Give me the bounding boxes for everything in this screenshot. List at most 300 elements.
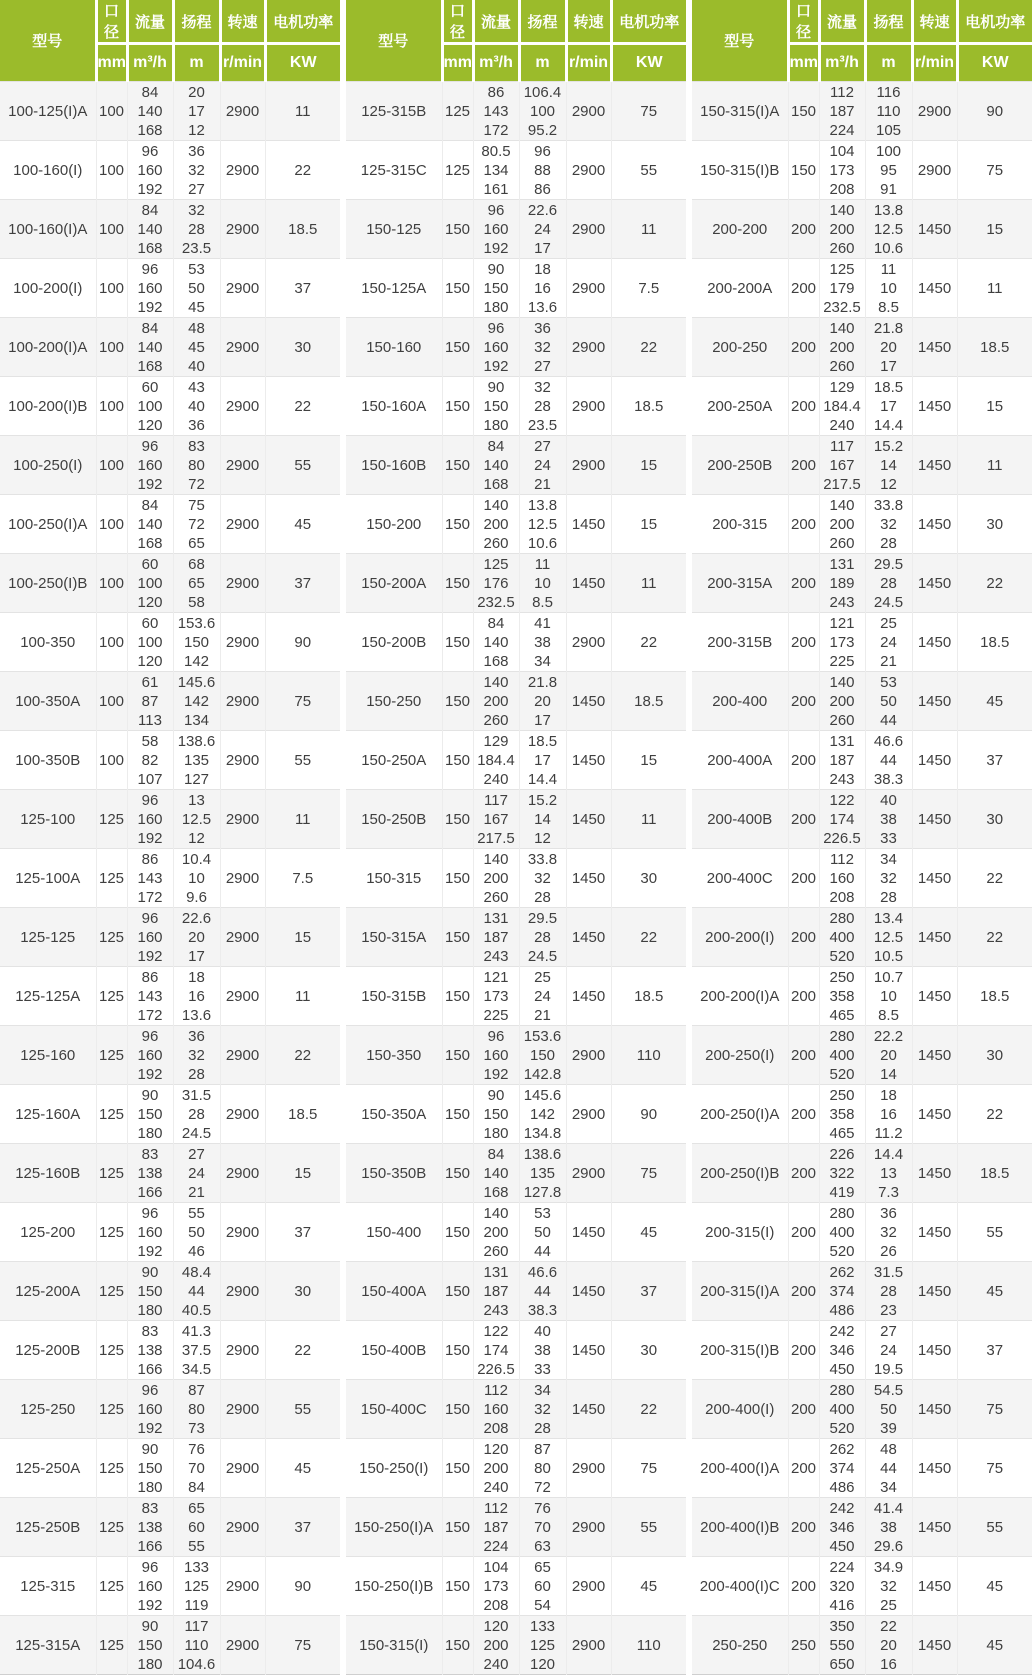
power-cell: 37 [957,1321,1032,1380]
flow-value: 138 [137,1341,163,1359]
flow-value: 168 [483,475,509,493]
head-value: 133 [529,1617,556,1635]
head-value: 36 [188,1027,205,1045]
flow-cell [819,318,865,377]
speed-cell: 2900 [220,1026,265,1085]
table-row [0,1321,340,1380]
table-row [346,1616,686,1675]
speed-cell: 1450 [566,849,611,908]
head-value: 34.9 [873,1558,904,1576]
power-cell: 37 [265,1498,340,1557]
head-value: 25 [880,614,897,632]
flow-value: 96 [141,1204,159,1222]
head-value: 150 [529,1046,556,1064]
head-cell [173,318,220,377]
head-value: 18.5 [873,378,904,396]
flow-value: 96 [487,201,505,219]
head-cell [173,731,220,790]
flow-value: 225 [829,652,855,670]
table-row [0,141,340,200]
flow-value: 112 [830,83,854,101]
model-cell: 200-250 [692,318,788,377]
flow-value: 184.4 [477,751,515,769]
speed-cell: 2900 [220,1616,265,1675]
flow-value: 96 [141,909,159,927]
flow-value: 192 [137,298,163,316]
flow-value: 140 [829,319,855,337]
flow-value: 58 [141,732,159,750]
flow-value: 84 [141,83,159,101]
table-row [692,495,1032,554]
bore-cell: 150 [442,1026,473,1085]
head-value: 80 [188,456,205,474]
flow-cell [473,849,519,908]
head-value: 65 [188,574,205,592]
speed-cell: 2900 [220,495,265,554]
flow-value: 200 [483,515,509,533]
flow-value: 346 [829,1518,855,1536]
flow-value: 174 [483,1341,509,1359]
bore-cell: 125 [96,1203,127,1262]
head-cell [519,1085,566,1144]
head-value: 133 [183,1558,210,1576]
head-value: 44 [880,1459,897,1477]
speed-cell: 1450 [566,790,611,849]
model-cell: 200-200A [692,259,788,318]
power-cell: 110 [611,1616,686,1675]
header-model-label: 型号 [346,0,442,82]
header-col-label: 流量 [473,0,519,44]
flow-value: 450 [829,1360,855,1378]
flow-cell [127,1203,173,1262]
flow-value: 104 [829,142,855,160]
speed-cell: 2900 [566,200,611,259]
header-unit-label: mm [96,44,127,82]
head-cell [519,1144,566,1203]
power-cell: 45 [265,495,340,554]
head-value: 12.5 [181,810,212,828]
speed-cell: 2900 [220,1144,265,1203]
flow-value: 224 [829,1558,855,1576]
flow-cell [127,1498,173,1557]
head-value: 46.6 [527,1263,558,1281]
bore-cell: 150 [442,1557,473,1616]
table-row [0,1144,340,1203]
head-cell [173,554,220,613]
flow-value: 60 [141,614,159,632]
flow-value: 84 [487,614,505,632]
head-value: 127 [183,770,210,788]
flow-value: 232.5 [477,593,515,611]
flow-cell [127,495,173,554]
flow-value: 260 [483,1242,509,1260]
model-cell: 125-250 [0,1380,96,1439]
flow-cell [473,495,519,554]
flow-value: 140 [483,673,509,691]
flow-value: 90 [141,1440,159,1458]
head-value: 36 [188,142,205,160]
speed-cell: 2900 [220,436,265,495]
head-cell [173,613,220,672]
head-cell [173,495,220,554]
head-value: 100 [529,102,556,120]
flow-value: 280 [829,1204,855,1222]
flow-value: 192 [137,947,163,965]
flow-value: 60 [141,378,159,396]
power-cell: 11 [265,790,340,849]
head-value: 17 [534,751,551,769]
flow-value: 200 [483,869,509,887]
head-value: 21.8 [527,673,558,691]
flow-value: 143 [137,869,163,887]
flow-cell [473,436,519,495]
head-value: 10 [534,574,551,592]
flow-value: 180 [137,1478,163,1496]
table-row [346,1321,686,1380]
table-row [0,1026,340,1085]
flow-value: 250 [829,968,855,986]
speed-cell: 2900 [220,790,265,849]
head-value: 120 [529,1655,556,1673]
table-row [692,259,1032,318]
head-value: 28 [534,888,551,906]
table-row [346,82,686,141]
flow-cell [819,1439,865,1498]
head-value: 17 [534,711,551,729]
power-cell: 110 [611,1026,686,1085]
header-unit-label: m³/h [473,44,519,82]
power-cell: 11 [611,790,686,849]
bore-cell: 150 [442,200,473,259]
head-value: 91 [880,180,897,198]
head-value: 50 [534,1223,551,1241]
head-value: 125 [529,1636,556,1654]
flow-value: 179 [829,279,855,297]
head-value: 33 [880,829,897,847]
head-cell [173,1026,220,1085]
flow-value: 112 [484,1499,508,1517]
flow-value: 400 [829,1223,855,1241]
head-value: 36 [880,1204,897,1222]
table-row [0,1085,340,1144]
flow-value: 140 [483,1204,509,1222]
head-value: 14.4 [873,1145,904,1163]
head-value: 16 [880,1105,897,1123]
head-value: 15.2 [873,437,904,455]
flow-cell [473,1262,519,1321]
bore-cell: 150 [442,1439,473,1498]
head-value: 125 [183,1577,210,1595]
head-value: 13.6 [181,1006,212,1024]
head-value: 48 [188,319,205,337]
bore-cell: 200 [788,1026,819,1085]
bore-cell: 100 [96,377,127,436]
flow-cell [473,1380,519,1439]
model-cell: 150-160A [346,377,442,436]
model-cell: 150-315(I)B [692,141,788,200]
head-value: 32 [534,1400,551,1418]
table-row [0,82,340,141]
head-cell [173,967,220,1026]
model-cell: 200-400(I) [692,1380,788,1439]
head-value: 54 [534,1596,551,1614]
head-cell [173,908,220,967]
power-cell: 37 [265,554,340,613]
head-value: 50 [880,692,897,710]
head-cell [519,1439,566,1498]
head-cell [865,672,912,731]
bore-cell: 125 [96,1498,127,1557]
bore-cell: 125 [96,1085,127,1144]
flow-value: 486 [829,1478,855,1496]
power-cell: 22 [611,908,686,967]
model-cell: 150-315A [346,908,442,967]
power-cell: 45 [611,1203,686,1262]
flow-value: 176 [483,574,509,592]
flow-value: 84 [141,496,159,514]
table-row [692,672,1032,731]
power-cell: 11 [611,554,686,613]
head-value: 18.5 [527,732,558,750]
head-cell [519,1380,566,1439]
head-cell [865,377,912,436]
flow-value: 374 [829,1282,855,1300]
head-value: 70 [188,1459,205,1477]
head-cell [519,1203,566,1262]
flow-value: 262 [829,1263,855,1281]
head-value: 12 [188,121,205,139]
head-value: 28 [880,534,897,552]
power-cell: 55 [265,731,340,790]
model-cell: 200-200 [692,200,788,259]
speed-cell: 1450 [912,1262,957,1321]
model-cell: 125-200A [0,1262,96,1321]
head-value: 31.5 [181,1086,212,1104]
speed-cell: 2900 [566,259,611,318]
flow-value: 140 [137,220,163,238]
power-cell: 75 [265,672,340,731]
flow-value: 117 [484,791,508,809]
flow-cell [819,200,865,259]
head-value: 41 [534,614,551,632]
flow-value: 465 [829,1124,855,1142]
head-value: 10 [188,869,205,887]
flow-cell [819,849,865,908]
flow-value: 226.5 [477,1360,515,1378]
head-cell [173,259,220,318]
flow-value: 200 [829,692,855,710]
speed-cell: 2900 [220,1557,265,1616]
table-row [346,1380,686,1439]
head-value: 18 [188,968,205,986]
header-col-label: 转速 [220,0,265,44]
flow-cell [473,82,519,141]
flow-value: 90 [487,1086,505,1104]
flow-cell [473,377,519,436]
bore-cell: 200 [788,1085,819,1144]
flow-value: 131 [483,1263,509,1281]
table-row [346,672,686,731]
flow-cell [819,908,865,967]
head-value: 50 [188,1223,205,1241]
speed-cell: 1450 [912,1203,957,1262]
model-cell: 125-315A [0,1616,96,1675]
flow-cell [819,141,865,200]
power-cell: 22 [265,141,340,200]
flow-value: 160 [137,161,163,179]
power-cell: 37 [611,1262,686,1321]
table-row [692,436,1032,495]
speed-cell: 2900 [220,1498,265,1557]
flow-value: 129 [483,732,509,750]
bore-cell: 150 [442,1498,473,1557]
flow-value: 80.5 [481,142,511,160]
model-cell: 150-250(I) [346,1439,442,1498]
head-value: 46 [188,1242,205,1260]
flow-value: 260 [483,711,509,729]
table-row [0,495,340,554]
model-cell: 125-200 [0,1203,96,1262]
head-value: 36 [188,416,205,434]
head-value: 21 [534,1006,551,1024]
head-value: 29.5 [527,909,558,927]
bore-cell: 150 [442,436,473,495]
flow-value: 131 [829,555,855,573]
flow-value: 96 [141,437,159,455]
head-cell [865,731,912,790]
flow-value: 140 [829,673,855,691]
model-cell: 150-400B [346,1321,442,1380]
head-value: 45 [188,298,205,316]
pump-table-right [692,0,1032,1675]
header-unit-label: m [519,44,566,82]
flow-value: 450 [829,1537,855,1555]
power-cell: 30 [957,495,1032,554]
flow-cell [819,495,865,554]
table-row [692,967,1032,1026]
table-row [692,1144,1032,1203]
header-model-label: 型号 [0,0,96,82]
head-value: 24.5 [873,593,904,611]
flow-cell [819,554,865,613]
flow-value: 225 [483,1006,509,1024]
head-value: 84 [188,1478,205,1496]
head-value: 32 [188,1046,205,1064]
table-row [0,377,340,436]
head-value: 17 [880,397,897,415]
speed-cell: 1450 [912,672,957,731]
header-col-label: 扬程 [865,0,912,44]
bore-cell: 200 [788,436,819,495]
head-value: 27 [188,1145,205,1163]
table-row [692,200,1032,259]
speed-cell: 1450 [912,1498,957,1557]
table-row [0,1203,340,1262]
speed-cell: 2900 [566,1085,611,1144]
flow-cell [473,200,519,259]
flow-value: 83 [141,1322,159,1340]
flow-value: 189 [829,574,855,592]
bore-cell: 100 [96,613,127,672]
model-cell: 100-200(I) [0,259,96,318]
head-cell [865,1439,912,1498]
power-cell: 45 [957,1262,1032,1321]
table-row [0,1616,340,1675]
header-row-labels [346,0,686,44]
header-col-label: 扬程 [519,0,566,44]
flow-value: 192 [483,357,509,375]
header-col-label: 电机功率 [265,0,340,44]
head-value: 33 [534,1360,551,1378]
flow-value: 160 [137,928,163,946]
head-value: 20 [534,692,551,710]
head-value: 38 [534,633,551,651]
bore-cell: 125 [96,1026,127,1085]
head-value: 88 [534,161,551,179]
flow-value: 217.5 [477,829,515,847]
head-value: 17 [188,947,205,965]
speed-cell: 2900 [912,82,957,141]
flow-value: 168 [137,534,163,552]
head-value: 38 [534,1341,551,1359]
power-cell: 18.5 [957,318,1032,377]
model-cell: 150-250A [346,731,442,790]
flow-value: 90 [487,260,505,278]
model-cell: 150-400 [346,1203,442,1262]
model-cell: 200-400C [692,849,788,908]
speed-cell: 2900 [566,613,611,672]
power-cell: 18.5 [265,1085,340,1144]
flow-value: 100 [137,633,163,651]
table-row [0,1498,340,1557]
head-value: 9.6 [186,888,207,906]
head-value: 27 [534,357,551,375]
pump-table-middle [346,0,686,1675]
flow-value: 160 [829,869,855,887]
flow-value: 419 [829,1183,855,1201]
head-value: 32 [880,869,897,887]
head-value: 138.6 [523,1145,562,1163]
bore-cell: 150 [442,1616,473,1675]
head-cell [519,1321,566,1380]
model-cell: 125-100A [0,849,96,908]
flow-cell [819,1616,865,1675]
flow-cell [127,200,173,259]
head-value: 65 [188,534,205,552]
head-value: 48 [880,1440,897,1458]
flow-value: 138 [137,1518,163,1536]
flow-value: 140 [483,1164,509,1182]
model-cell: 200-250A [692,377,788,436]
flow-value: 250 [829,1086,855,1104]
flow-value: 117 [830,437,854,455]
power-cell: 22 [611,613,686,672]
bore-cell: 100 [96,672,127,731]
model-cell: 150-160B [346,436,442,495]
bore-cell: 200 [788,613,819,672]
head-value: 23 [880,1301,897,1319]
model-cell: 100-200(I)A [0,318,96,377]
flow-value: 173 [483,987,509,1005]
bore-cell: 150 [442,672,473,731]
head-value: 10.4 [181,850,212,868]
flow-value: 143 [483,102,509,120]
head-value: 45 [188,338,205,356]
head-cell [865,908,912,967]
model-cell: 200-315(I)B [692,1321,788,1380]
head-value: 11.2 [874,1124,903,1142]
speed-cell: 1450 [912,790,957,849]
